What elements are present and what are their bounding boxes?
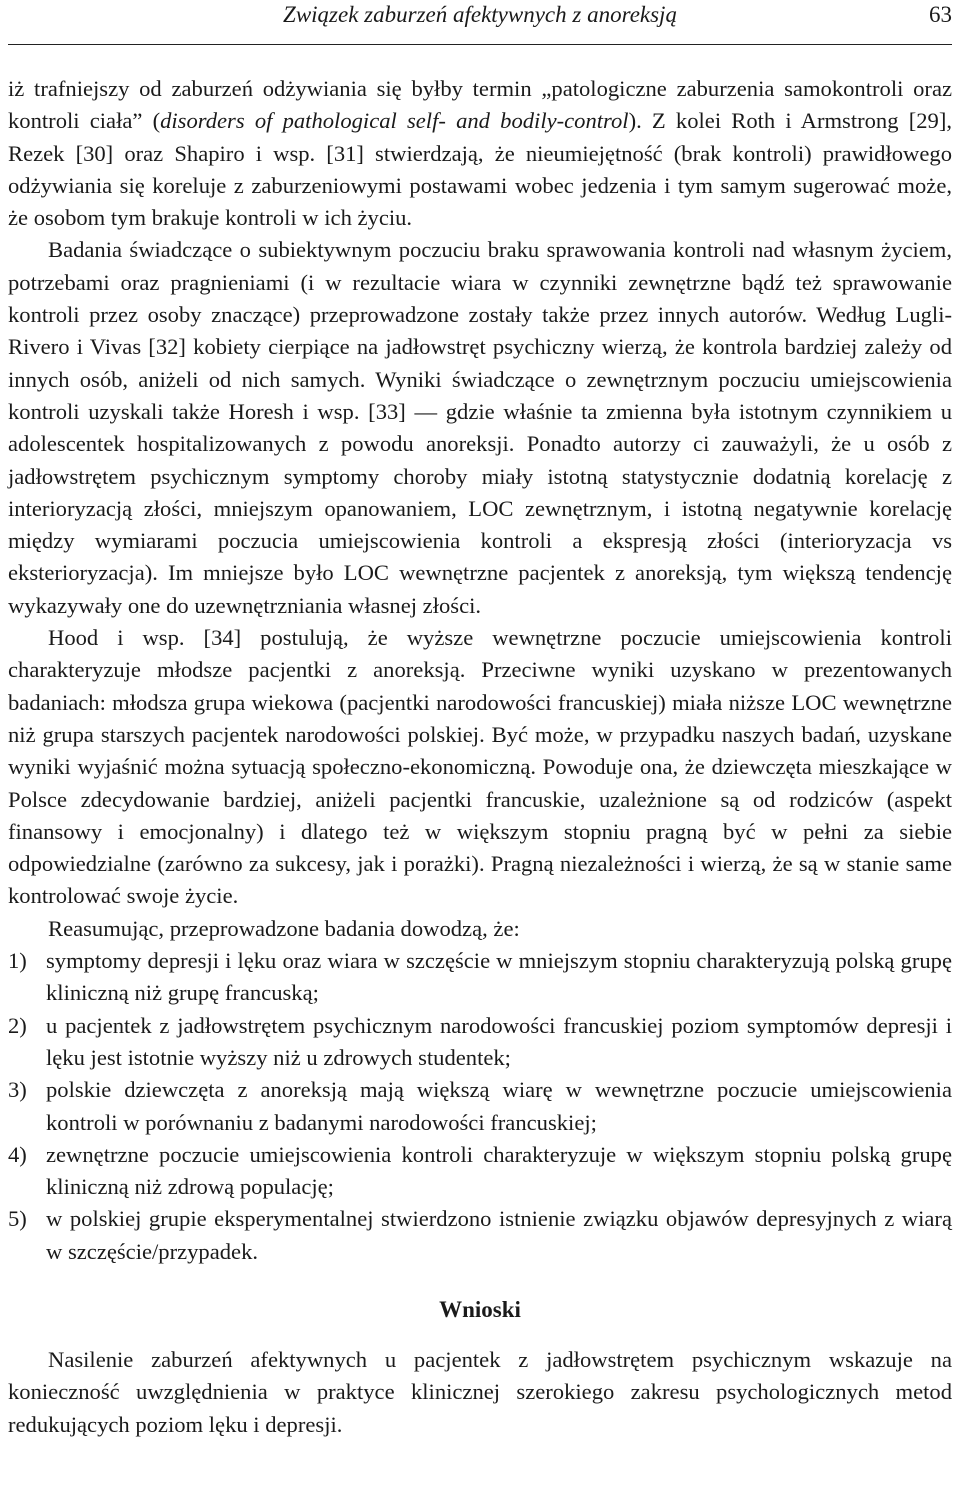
paragraph-4: Reasumując, przeprowadzone badania dowodzą, że:	[48, 915, 520, 941]
paragraph-1-part-a: iż trafniejszy od zaburzeń odżywiania się byłby termin „patologiczne zaburzenia samokontroli oraz kontroli ciała” (	[8, 76, 952, 134]
paragraph-2: Badania świadczące o subiektywnym poczuciu braku sprawowania kontroli nad własnym życiem, potrzebami oraz pragnieniami (i w rezultacie wiara w czynniki zewnętrzne bądź też sprawowanie kontroli przez osoby znaczące) przeprowadzone zostały także przez innych autorów. Według Lugli-Rivero i Vivas [32] kobiety cierpiące na jadłowstręt psychiczny wierzą, że kontrola bardziej zależy od innych osób, aniżeli od nich samych. Wyniki świadczące o zewnętrznym poczuciu umiejscowienia kontroli uzyskali także Horesh i wsp. [33] — gdzie właśnie ta zmienna była istotnym czynnikiem u adolescentek hospitalizowanych z powodu anoreksji. Ponadto autorzy ci zauważyli, że u osób z jadłowstrętem psychicznym symptomy choroby miały istotną statystycznie dodatnią korelację z interioryzacją złości, mniejszym opanowaniem, LOC zewnętrznym, i istotną negatywnie korelację między wymiarami poczucia umiejscowienia kontroli a ekspresją złości (interioryzacja vs eksterioryzacja). Im mniejsze było LOC wewnętrzne pacjentek z anoreksją, tym większą tendencję wykazywały one do uzewnętrzniania własnej złości.	[8, 237, 952, 618]
paragraph-1-italic-term: disorders of pathological self- and bodily-control	[160, 108, 629, 134]
page-number: 63	[929, 2, 952, 27]
list-item-text: u pacjentek z jadłowstrętem psychicznym narodowości francuskiej poziom symptomów depresji i lęku jest istotnie wyższy niż u zdrowych studentek;	[46, 1012, 952, 1070]
list-item-number: 4)	[8, 1141, 27, 1167]
running-title: Związek zaburzeń afektywnych z anoreksją	[283, 2, 677, 27]
list-item	[8, 945, 952, 1010]
list-item	[8, 1010, 952, 1075]
list-item-text: w polskiej grupie eksperymentalnej stwierdzono istnienie związku objawów depresyjnych z wiarą w szczęście/przypadek.	[46, 1206, 952, 1264]
list-item	[8, 1074, 952, 1139]
list-item-number: 1)	[8, 948, 27, 974]
list-item-number: 2)	[8, 1012, 27, 1038]
list-item-text: polskie dziewczęta z anoreksją mają większą wiarę w wewnętrzne poczucie umiejscowienia kontroli w porównaniu z badanymi narodowości francuskiej;	[46, 1077, 952, 1135]
running-header	[8, 0, 952, 45]
list-item-text: zewnętrzne poczucie umiejscowienia kontroli charakteryzuje w większym stopniu polską grupę kliniczną niż zdrową populację;	[46, 1141, 952, 1200]
list-item	[8, 1139, 952, 1204]
paragraph-1	[8, 73, 952, 234]
wnioski-paragraph: Nasilenie zaburzeń afektywnych u pacjentek z jadłowstrętem psychicznym wskazuje na konieczność uwzględnienia w praktyce klinicznej szerokiego zakresu psychologicznych metod redukujących poziom lęku i depresji.	[8, 1346, 952, 1437]
list-item	[8, 1203, 952, 1268]
paragraph-3: Hood i wsp. [34] postulują, że wyższe wewnętrzne poczucie umiejscowienia kontroli charakteryzuje młodsze pacjentki z anoreksją. Przeciwne wyniki uzyskano w prezentowanych badaniach: młodsza grupa wiekowa (pacjentki narodowości francuskiej) miała niższe LOC wewnętrzne niż grupa starszych pacjentek narodowości polskiej. Być może, w przypadku naszych badań, uzyskane wyniki wyjaśnić można sytuacją społeczno-ekonomiczną. Powoduje ona, że dziewczęta mieszkające w Polsce zdecydowanie bardziej, aniżeli pacjentki francuskie, uzależnione są od rodziców (aspekt finansowy i emocjonalny) i dlatego też w większym stopniu pragną być w pełni za siebie odpowiedzialne (zarówno za sukcesy, jak i porażki). Pragną niezależności i wierzą, że są w stanie same kontrolować swoje życie.	[8, 625, 952, 909]
list-item-number: 5)	[8, 1206, 27, 1232]
section-heading-wnioski: Wnioski	[439, 1296, 521, 1322]
document-page	[8, 0, 952, 1441]
body-text	[8, 73, 952, 1441]
conclusions-list	[8, 945, 952, 1268]
list-item-number: 3)	[8, 1077, 27, 1103]
list-item-text: symptomy depresji i lęku oraz wiara w szczęście w mniejszym stopniu charakteryzują polską grupę kliniczną niż grupę francuską;	[46, 948, 952, 1006]
paragraph-1-part-b: ). Z kolei Roth i Armstrong [29], Rezek [30] oraz Shapiro i wsp. [31] stwierdzają, że nieumiejętność (brak kontroli) prawidłowego odżywiania się koreluje z zaburzeniowymi postawami wobec jedzenia i tym samym sugerować może, że osobom tym brakuje kontroli w ich życiu.	[8, 108, 953, 231]
